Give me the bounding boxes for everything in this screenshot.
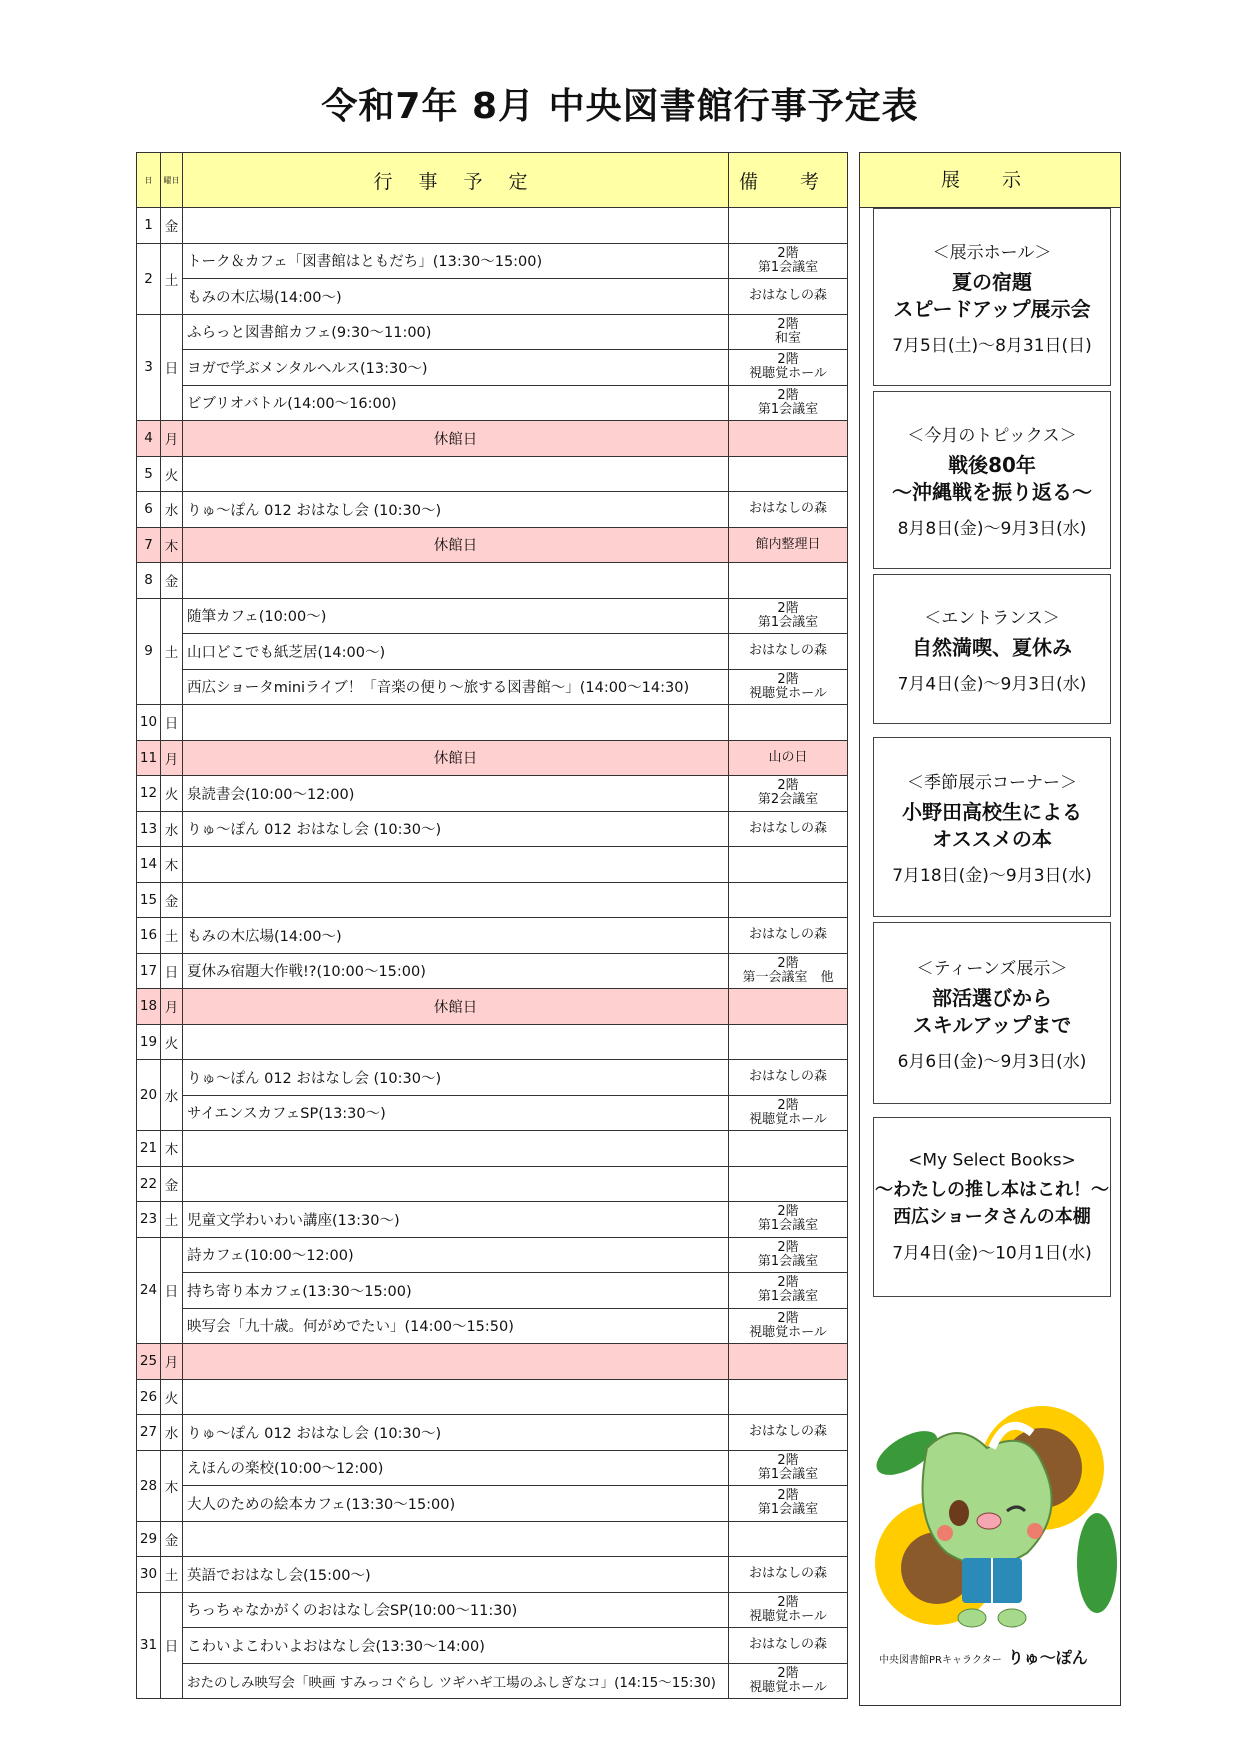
weekday: 木 (161, 1131, 183, 1167)
schedule-row (137, 1308, 848, 1344)
schedule-table (136, 152, 848, 1699)
exhibit-card (873, 391, 1111, 569)
day-number: 19 (137, 1024, 161, 1060)
schedule-row (137, 208, 848, 244)
weekday: 火 (161, 1024, 183, 1060)
schedule-row (137, 1592, 848, 1628)
event-note: おはなしの森 (729, 279, 848, 315)
event-name: りゅ～ぽん 012 おはなし会 (10:30～) (183, 1415, 729, 1451)
weekday: 土 (161, 1557, 183, 1593)
weekday: 日 (161, 1592, 183, 1699)
day-number: 21 (137, 1131, 161, 1167)
schedule-row (137, 953, 848, 989)
exhibit-dates: 7月4日(金)～10月1日(水) (892, 1243, 1092, 1264)
closed-day-label: 休館日 (183, 527, 729, 563)
schedule-row (137, 1415, 848, 1451)
day-number: 15 (137, 882, 161, 918)
weekday: 土 (161, 243, 183, 314)
event-name: もみの木広場(14:00～) (183, 279, 729, 315)
weekday: 月 (161, 740, 183, 776)
schedule-row (137, 492, 848, 528)
exhibit-title: スピードアップ展示会 (893, 297, 1091, 321)
day-number: 30 (137, 1557, 161, 1593)
schedule-row (137, 350, 848, 386)
exhibit-title: ～沖縄戦を振り返る～ (892, 480, 1092, 504)
event-name: 夏休み宿題大作戦!?(10:00～15:00) (183, 953, 729, 989)
schedule-row (137, 811, 848, 847)
schedule-row (137, 1202, 848, 1238)
day-number: 18 (137, 989, 161, 1025)
event-note: 2階 視聴覚ホール (729, 1308, 848, 1344)
weekday: 水 (161, 1415, 183, 1451)
event-note (729, 1131, 848, 1167)
exhibit-dates: 7月4日(金)～9月3日(水) (897, 674, 1087, 695)
event-name: 児童文学わいわい講座(13:30～) (183, 1202, 729, 1238)
schedule-row (137, 1166, 848, 1202)
day-number: 23 (137, 1202, 161, 1238)
schedule-row (137, 1379, 848, 1415)
page-title: 令和7年 8月 中央図書館行事予定表 (321, 86, 919, 127)
day-number: 1 (137, 208, 161, 244)
event-note: 2階 第1会議室 (729, 1273, 848, 1309)
event-name: 西広ショータminiライブ！「音楽の便り～旅する図書館～」(14:00～14:30) (183, 669, 729, 705)
day-number: 31 (137, 1592, 161, 1699)
event-note (729, 989, 848, 1025)
schedule-row (137, 882, 848, 918)
schedule-row (137, 1131, 848, 1167)
day-number: 12 (137, 776, 161, 812)
header-display: 展 示 (860, 153, 1120, 208)
day-number: 13 (137, 811, 161, 847)
exhibit-location: ＜エントランス＞ (924, 608, 1060, 629)
schedule-row (137, 847, 848, 883)
event-name: トーク＆カフェ「図書館はともだち」(13:30～15:00) (183, 243, 729, 279)
event-note: 2階 第2会議室 (729, 776, 848, 812)
event-name (183, 882, 729, 918)
weekday: 金 (161, 208, 183, 244)
event-name (183, 1131, 729, 1167)
schedule-row (137, 669, 848, 705)
event-name: 大人のための絵本カフェ(13:30～15:00) (183, 1486, 729, 1522)
schedule-row (137, 1095, 848, 1131)
exhibit-dates: 8月8日(金)～9月3日(水) (897, 519, 1087, 539)
weekday: 月 (161, 989, 183, 1025)
weekday: 土 (161, 598, 183, 705)
weekday: 金 (161, 882, 183, 918)
schedule-row (137, 279, 848, 315)
exhibit-dates: 7月18日(金)～9月3日(水) (892, 866, 1092, 886)
mascot-caption-text: 中央図書館PRキャラクター (879, 1655, 1002, 1666)
day-number: 27 (137, 1415, 161, 1451)
exhibit-title: 西広ショータさんの本棚 (893, 1206, 1091, 1228)
mascot-caption (879, 1645, 1119, 1668)
weekday: 月 (161, 1344, 183, 1380)
weekday: 木 (161, 847, 183, 883)
event-note (729, 1344, 848, 1380)
event-name: りゅ～ぽん 012 おはなし会 (10:30～) (183, 492, 729, 528)
day-number: 6 (137, 492, 161, 528)
event-name (183, 456, 729, 492)
day-number: 29 (137, 1521, 161, 1557)
day-number: 16 (137, 918, 161, 954)
exhibit-title: スキルアップまで (912, 1013, 1072, 1037)
exhibit-card (873, 737, 1111, 917)
mascot-name: りゅ～ぽん (1007, 1648, 1088, 1667)
schedule-row (137, 598, 848, 634)
event-note: おはなしの森 (729, 1415, 848, 1451)
weekday: 土 (161, 918, 183, 954)
day-number: 24 (137, 1237, 161, 1344)
event-note: 2階 第1会議室 (729, 1237, 848, 1273)
event-name: おたのしみ映写会「映画 すみっコぐらし ツギハギ工場のふしぎなコ」(14:15～15:30) (183, 1663, 729, 1699)
event-name: 映写会「九十歳。何がめでたい」(14:00～15:50) (183, 1308, 729, 1344)
weekday: 日 (161, 314, 183, 421)
event-name (183, 705, 729, 741)
day-number: 3 (137, 314, 161, 421)
schedule-row (137, 456, 848, 492)
day-number: 26 (137, 1379, 161, 1415)
weekday: 木 (161, 527, 183, 563)
event-name: 随筆カフェ(10:00～) (183, 598, 729, 634)
day-number: 2 (137, 243, 161, 314)
schedule-body (137, 208, 848, 1699)
day-number: 17 (137, 953, 161, 989)
schedule-row (137, 1663, 848, 1699)
event-note: おはなしの森 (729, 634, 848, 670)
event-name (183, 563, 729, 599)
exhibit-title: オススメの本 (932, 827, 1052, 851)
weekday: 金 (161, 563, 183, 599)
event-note (729, 1379, 848, 1415)
schedule-row (137, 385, 848, 421)
event-note (729, 1024, 848, 1060)
weekday: 水 (161, 492, 183, 528)
day-number: 5 (137, 456, 161, 492)
schedule-row (137, 314, 848, 350)
day-number: 25 (137, 1344, 161, 1380)
schedule-row (137, 563, 848, 599)
weekday: 日 (161, 1237, 183, 1344)
closed-day-label: 休館日 (183, 740, 729, 776)
event-name: サイエンスカフェSP(13:30～) (183, 1095, 729, 1131)
weekday: 火 (161, 1379, 183, 1415)
exhibit-title: 小野田高校生による (902, 800, 1082, 824)
event-note (729, 882, 848, 918)
day-number: 8 (137, 563, 161, 599)
event-name: 山口どこでも紙芝居(14:00～) (183, 634, 729, 670)
event-name (183, 1379, 729, 1415)
day-number: 10 (137, 705, 161, 741)
event-note: 2階 第1会議室 (729, 1202, 848, 1238)
day-number: 11 (137, 740, 161, 776)
event-note: おはなしの森 (729, 1060, 848, 1096)
exhibit-dates: 6月6日(金)～9月3日(水) (897, 1052, 1087, 1072)
schedule-header-row (137, 153, 848, 208)
schedule-row (137, 740, 848, 776)
schedule-row (137, 1486, 848, 1522)
event-name: 英語でおはなし会(15:00～) (183, 1557, 729, 1593)
event-note (729, 563, 848, 599)
exhibit-title: 自然満喫、夏休み (912, 635, 1072, 660)
event-note: 2階 第1会議室 (729, 1450, 848, 1486)
header-weekday: 曜日 (161, 153, 183, 208)
day-number: 7 (137, 527, 161, 563)
schedule-row (137, 527, 848, 563)
day-number: 28 (137, 1450, 161, 1521)
event-name: ちっちゃなかがくのおはなし会SP(10:00～11:30) (183, 1592, 729, 1628)
day-number: 22 (137, 1166, 161, 1202)
event-note (729, 421, 848, 457)
exhibit-dates: 7月5日(土)～8月31日(日) (892, 336, 1092, 356)
exhibit-location: ＜ティーンズ展示＞ (916, 959, 1068, 979)
weekday: 日 (161, 953, 183, 989)
weekday: 金 (161, 1166, 183, 1202)
closed-day-label: 休館日 (183, 989, 729, 1025)
schedule-row (137, 634, 848, 670)
exhibit-title: 夏の宿題 (952, 270, 1032, 294)
event-name (183, 847, 729, 883)
event-name: 持ち寄り本カフェ(13:30～15:00) (183, 1273, 729, 1309)
weekday: 水 (161, 1060, 183, 1131)
exhibit-title: ～わたしの推し本はこれ！～ (875, 1179, 1109, 1201)
weekday: 木 (161, 1450, 183, 1521)
weekday: 金 (161, 1521, 183, 1557)
event-note: おはなしの森 (729, 811, 848, 847)
schedule-row (137, 243, 848, 279)
closed-day-label (183, 1344, 729, 1380)
schedule-row (137, 1024, 848, 1060)
exhibit-card (873, 922, 1111, 1104)
exhibit-title: 部活選びから (932, 986, 1052, 1010)
exhibit-card (873, 208, 1111, 386)
schedule-row (137, 918, 848, 954)
event-note: 2階 第1会議室 (729, 598, 848, 634)
schedule-row (137, 1060, 848, 1096)
event-note (729, 705, 848, 741)
schedule-row (137, 989, 848, 1025)
day-number: 4 (137, 421, 161, 457)
event-name: りゅ～ぽん 012 おはなし会 (10:30～) (183, 1060, 729, 1096)
event-note: 2階 視聴覚ホール (729, 669, 848, 705)
header-events: 行 事 予 定 (183, 153, 729, 208)
schedule-row (137, 1521, 848, 1557)
schedule-row (137, 1628, 848, 1664)
event-note (729, 1166, 848, 1202)
event-note: 2階 第一会議室 他 (729, 953, 848, 989)
event-name: 泉読書会(10:00～12:00) (183, 776, 729, 812)
schedule-row (137, 1273, 848, 1309)
event-note: おはなしの森 (729, 918, 848, 954)
schedule-row (137, 421, 848, 457)
day-number: 14 (137, 847, 161, 883)
weekday: 土 (161, 1202, 183, 1238)
event-note: 2階 視聴覚ホール (729, 1095, 848, 1131)
exhibit-location: ＜季節展示コーナー＞ (907, 773, 1077, 793)
exhibit-title: 戦後80年 (948, 453, 1036, 477)
event-note: 2階 第1会議室 (729, 1486, 848, 1522)
event-name: ふらっと図書館カフェ(9:30～11:00) (183, 314, 729, 350)
weekday: 火 (161, 776, 183, 812)
event-note: 2階 第1会議室 (729, 385, 848, 421)
event-name: ヨガで学ぶメンタルヘルス(13:30～) (183, 350, 729, 386)
event-name: こわいよこわいよおはなし会(13:30～14:00) (183, 1628, 729, 1664)
event-note: おはなしの森 (729, 1557, 848, 1593)
schedule-row (137, 1557, 848, 1593)
event-note (729, 208, 848, 244)
event-note: 2階 視聴覚ホール (729, 350, 848, 386)
event-note (729, 456, 848, 492)
exhibit-card (873, 574, 1111, 724)
event-name: 詩カフェ(10:00～12:00) (183, 1237, 729, 1273)
event-note: 2階 視聴覚ホール (729, 1592, 848, 1628)
schedule-row (137, 776, 848, 812)
event-name: ビブリオバトル(14:00～16:00) (183, 385, 729, 421)
header-day: 日 (137, 153, 161, 208)
weekday: 水 (161, 811, 183, 847)
event-note (729, 847, 848, 883)
exhibit-location: <My Select Books> (908, 1150, 1076, 1171)
header-notes: 備 考 (729, 153, 848, 208)
day-number: 20 (137, 1060, 161, 1131)
event-name (183, 1166, 729, 1202)
schedule-row (137, 1450, 848, 1486)
schedule-row (137, 705, 848, 741)
event-note: 館内整理日 (729, 527, 848, 563)
event-note: 2階 視聴覚ホール (729, 1663, 848, 1699)
exhibit-location: ＜今月のトピックス＞ (907, 426, 1077, 446)
event-name: えほんの楽校(10:00～12:00) (183, 1450, 729, 1486)
weekday: 火 (161, 456, 183, 492)
event-note (729, 1521, 848, 1557)
event-name (183, 1024, 729, 1060)
weekday: 日 (161, 705, 183, 741)
schedule-row (137, 1237, 848, 1273)
exhibit-location: ＜展示ホール＞ (932, 243, 1052, 263)
ryupon-mascot-illustration (867, 1393, 1117, 1643)
closed-day-label: 休館日 (183, 421, 729, 457)
event-name: もみの木広場(14:00～) (183, 918, 729, 954)
day-number: 9 (137, 598, 161, 705)
event-name (183, 1521, 729, 1557)
event-note: おはなしの森 (729, 1628, 848, 1664)
event-note: 2階 第1会議室 (729, 243, 848, 279)
event-name: りゅ～ぽん 012 おはなし会 (10:30～) (183, 811, 729, 847)
event-note: おはなしの森 (729, 492, 848, 528)
weekday: 月 (161, 421, 183, 457)
schedule-row (137, 1344, 848, 1380)
event-note: 山の日 (729, 740, 848, 776)
exhibit-card (873, 1117, 1111, 1297)
event-note: 2階 和室 (729, 314, 848, 350)
event-name (183, 208, 729, 244)
